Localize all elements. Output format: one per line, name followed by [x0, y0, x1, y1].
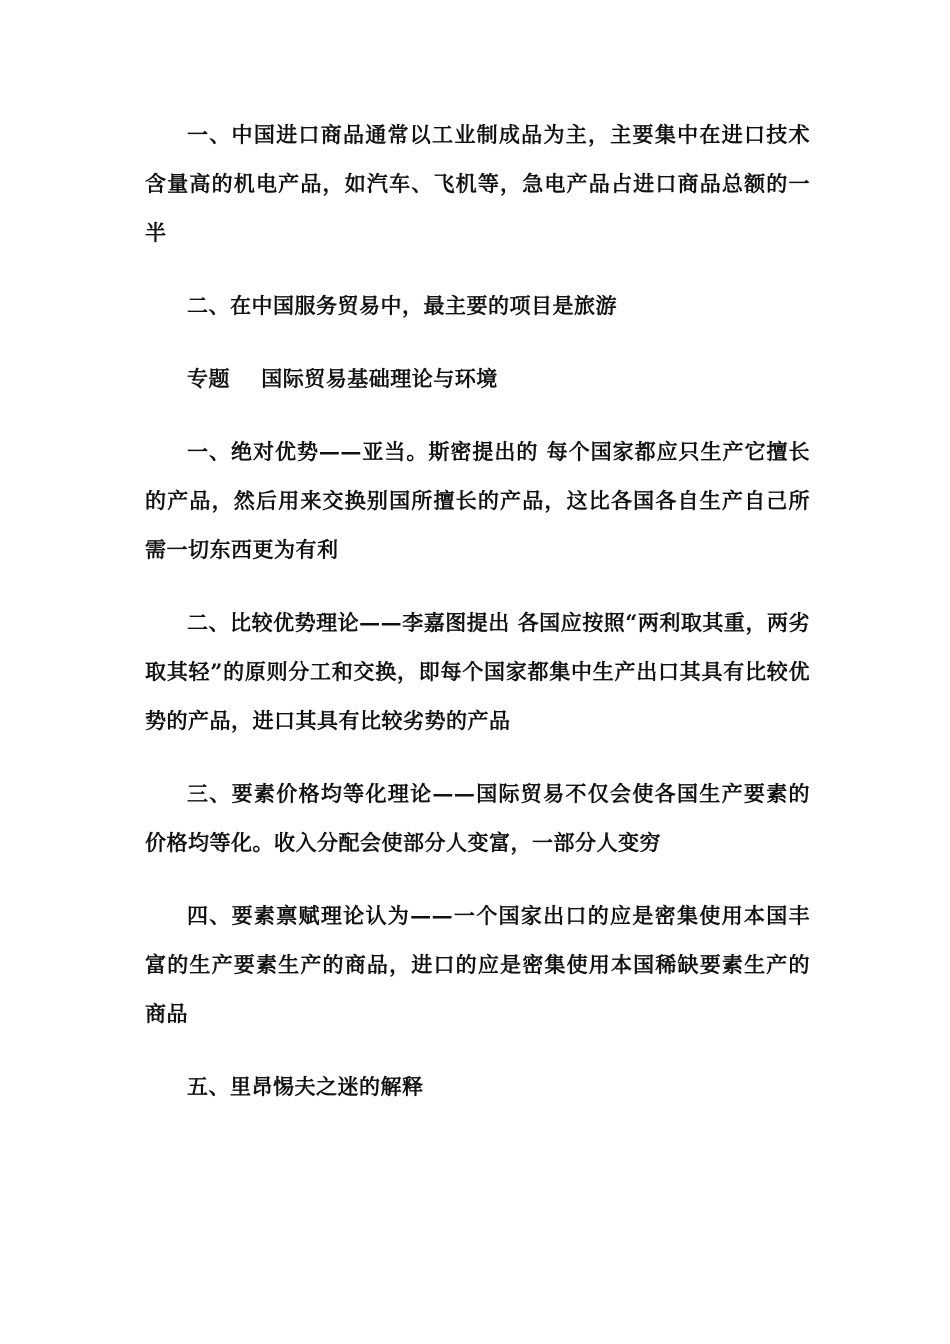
- paragraph-service-trade: 二、在中国服务贸易中，最主要的项目是旅游: [187, 293, 617, 318]
- section-heading-trade-theory: 专题 国际贸易基础理论与环境: [187, 366, 498, 391]
- paragraph-comparative-advantage: 二、比较优势理论——李嘉图提出 各国应按照“两利取其重，两劣取其轻”的原则分工和交换，即每个国家都集中生产出口其具有比较优势的产品，进口其具有比较劣势的产品: [145, 610, 810, 733]
- paragraph-leontief-paradox: 五、里昂惕夫之迷的解释: [187, 1074, 424, 1099]
- paragraph-factor-price-equalization: 三、要素价格均等化理论——国际贸易不仅会使各国生产要素的价格均等化。收入分配会使部分人变富，一部分人变穷: [145, 781, 810, 855]
- paragraph-absolute-advantage: 一、绝对优势——亚当。斯密提出的 每个国家都应只生产它擅长的产品，然后用来交换别国所擅长的产品，这比各国各自生产自己所需一切东西更为有利: [145, 439, 810, 562]
- paragraph-import-goods: 一、中国进口商品通常以工业制成品为主，主要集中在进口技术含量高的机电产品，如汽车、飞机等，急电产品占进口商品总额的一半: [145, 122, 810, 245]
- document-body: [145, 110, 810, 1135]
- paragraph-factor-endowment: 四、要素禀赋理论认为——一个国家出口的应是密集使用本国丰富的生产要素生产的商品，进口的应是密集使用本国稀缺要素生产的商品: [145, 903, 810, 1026]
